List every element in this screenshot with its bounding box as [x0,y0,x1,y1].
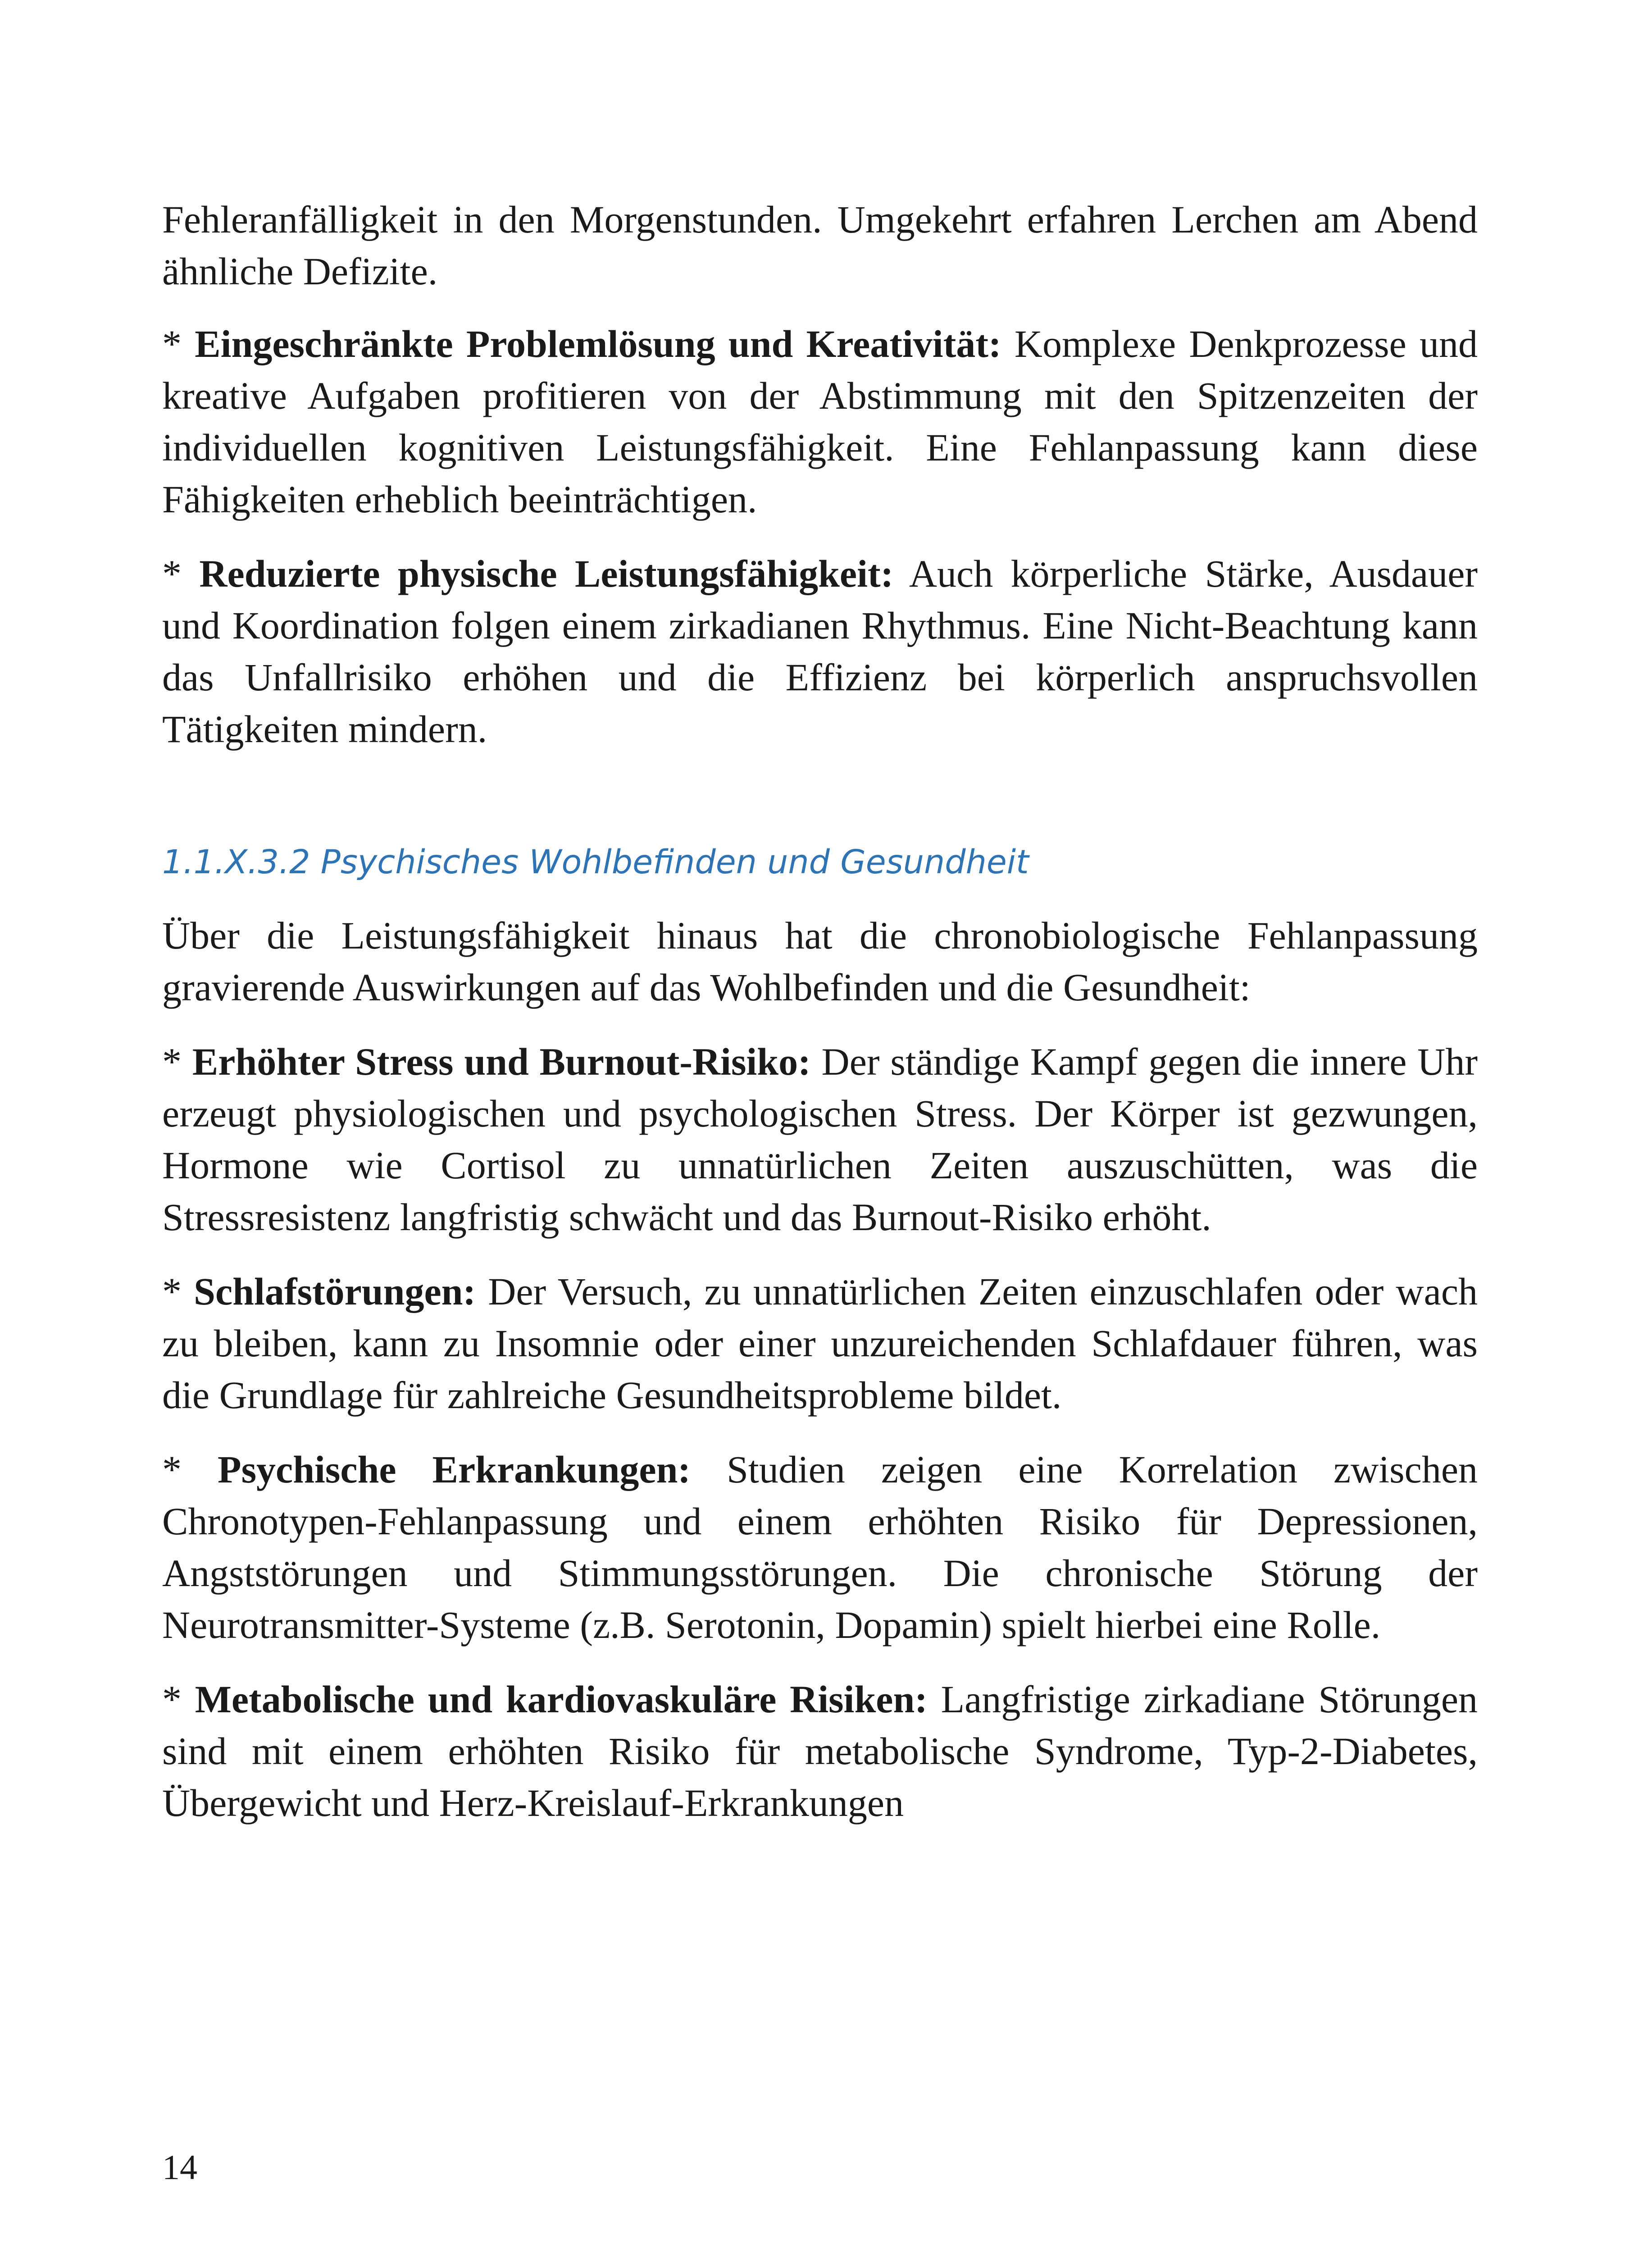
page-number: 14 [162,2148,197,2187]
bullet-term: Reduzierte physische Leistungsfähigkeit: [199,552,894,595]
paragraph-continuation [162,194,1478,297]
bullet-term: Schlafstörungen: [194,1270,476,1313]
bullet-paragraph-mental-illness [162,1444,1478,1651]
bullet-paragraph-problem-solving [162,318,1478,525]
bullet-paragraph-metabolic-risks [162,1674,1478,1829]
bullet-marker: * [162,552,200,595]
bullet-text: Der ständige Kampf gegen die innere Uhr erzeugt physiologischen und psychologischen Stress. Der Körper ist gezwungen, Hormone wie Cortisol zu unnatürlichen Zeiten auszuschütten, was die Stressresistenz langfristig schwächt und das Burnout-Risiko erhöht. [162,1040,1478,1239]
bullet-text: Auch körperliche Stärke, Ausdauer und Koordination folgen einem zirkadianen Rhythmus. Eine Nicht-Beachtung kann das Unfallrisiko erhöhen und die Effizienz bei körperlich anspruchsvollen Tätigkeiten mindern. [162,552,1478,751]
paragraph-text: Fehleranfälligkeit in den Morgenstunden. Umgekehrt erfahren Lerchen am Abend ähnliche Defizite. [162,198,1478,293]
intro-paragraph [162,910,1478,1013]
bullet-marker: * [162,1040,192,1083]
bullet-marker: * [162,1448,218,1491]
bullet-term: Erhöhter Stress und Burnout-Risiko: [192,1040,811,1083]
paragraph-text: Über die Leistungsfähigkeit hinaus hat die chronobiologische Fehlanpassung gravierende Auswirkungen auf das Wohlbefinden und die Gesundheit: [162,914,1478,1009]
section-heading: 1.1.X.3.2 Psychisches Wohlbefinden und Gesundheit [162,843,1029,881]
bullet-marker: * [162,1270,194,1313]
bullet-marker: * [162,1678,195,1721]
bullet-term: Eingeschränkte Problemlösung und Kreativität: [195,322,1001,365]
page-body [162,194,1478,1852]
bullet-paragraph-physical-performance [162,548,1478,755]
bullet-term: Psychische Erkrankungen: [218,1448,691,1491]
bullet-term: Metabolische und kardiovaskuläre Risiken: [195,1678,928,1721]
bullet-marker: * [162,322,195,365]
bullet-text: Langfristige zirkadiane Störungen sind mit einem erhöhten Risiko für metabolische Syndrome, Typ-2-Diabetes, Übergewicht und Herz-Kreislauf-Erkrankungen [162,1678,1478,1824]
bullet-text: Studien zeigen eine Korrelation zwischen Chronotypen-Fehlanpassung und einem erhöhten Risiko für Depressionen, Angststörungen und Stimmungsstörungen. Die chronische Störung der Neurotransmitter-Systeme (z.B. Serotonin, Dopamin) spielt hierbei eine Rolle. [162,1448,1478,1646]
bullet-paragraph-sleep-disorders [162,1266,1478,1421]
bullet-text: Komplexe Denkprozesse und kreative Aufgaben profitieren von der Abstimmung mit den Spitzenzeiten der individuellen kognitiven Leistungsfähigkeit. Eine Fehlanpassung kann diese Fähigkeiten erheblich beeinträchtigen. [162,322,1478,521]
bullet-paragraph-stress-burnout [162,1036,1478,1243]
bullet-text: Der Versuch, zu unnatürlichen Zeiten einzuschlafen oder wach zu bleiben, kann zu Insomnie oder einer unzureichenden Schlafdauer führen, was die Grundlage für zahlreiche Gesundheitsprobleme bildet. [162,1270,1478,1417]
